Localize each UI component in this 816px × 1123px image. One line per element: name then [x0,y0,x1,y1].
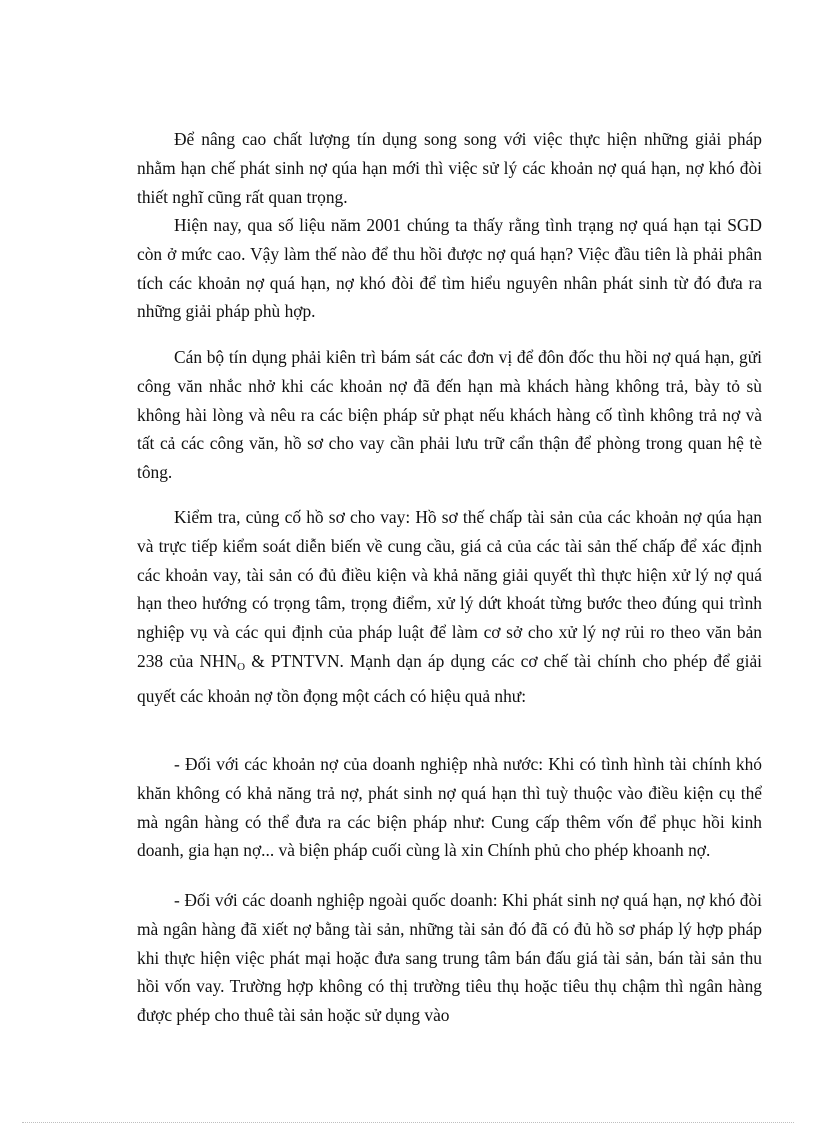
paragraph-2: Hiện nay, qua số liệu năm 2001 chúng ta thấy rằng tình trạng nợ quá hạn tại SGD còn ở mức cao. Vậy làm thế nào để thu hồi được nợ quá hạn? Việc đầu tiên là phải phân tích các khoản nợ quá hạn, nợ khó đòi để tìm hiểu nguyên nhân phát sinh từ đó đưa ra những giải pháp phù hợp. [137,215,762,322]
paragraph-4-text: Kiểm tra, củng cố hồ sơ cho vay: Hồ sơ thế chấp tài sản của các khoản nợ qúa hạn và trực tiếp kiểm soát diễn biến về cung cầu, giá cả của các tài sản thế chấp để xác định các khoản vay, tài sản có đủ điều kiện và khả năng giải quyết thì thực hiện xử lý nợ quá hạn theo hướng có trọng tâm, trọng điểm, xử lý dứt khoát từng bước theo đúng qui trình nghiệp vụ và các qui định của pháp luật để làm cơ sở cho xử lý nợ rủi ro theo văn bản 238 của NHN [137,507,762,671]
paragraph-1: Để nâng cao chất lượng tín dụng song song với việc thực hiện những giải pháp nhằm hạn chế phát sinh nợ qúa hạn mới thì việc sử lý các khoản nợ quá hạn, nợ khó đòi thiết nghĩ cũng rất quan trọng. [137,129,762,207]
bullet-paragraph-1: - Đối với các khoản nợ của doanh nghiệp nhà nước: Khi có tình hình tài chính khó khăn không có khả năng trả nợ, phát sinh nợ quá hạn thì tuỳ thuộc vào điều kiện cụ thể mà ngân hàng có thể đưa ra các biện pháp như: Cung cấp thêm vốn để phục hồi kinh doanh, gia hạn nợ... và biện pháp cuối cùng là xin Chính phủ cho phép khoanh nợ. [137,754,762,861]
paragraph-3: Cán bộ tín dụng phải kiên trì bám sát các đơn vị để đôn đốc thu hồi nợ quá hạn, gửi công văn nhắc nhở khi các khoản nợ đã đến hạn mà khách hàng không trả, bày tỏ sù không hài lòng và nêu ra các biện pháp sử phạt nếu khách hàng cố tình không trả nợ và tất cả các công văn, hồ sơ cho vay cần phải lưu trữ cẩn thận để phòng trong quan hệ tè tông. [137,347,762,483]
bullet-paragraph-2: - Đối với các doanh nghiệp ngoài quốc doanh: Khi phát sinh nợ quá hạn, nợ khó đòi mà ngân hàng đã xiết nợ bằng tài sản, những tài sản đó đã có đủ hồ sơ pháp lý hợp pháp khi thực hiện việc phát mại hoặc đưa sang trung tâm bán đấu giá tài sản, bán tài sản thu hồi vốn vay. Trường hợp không có thị trường tiêu thụ hoặc tiêu thụ chậm thì ngân hàng được phép cho thuê tài sản hoặc sử dụng vào [137,890,762,1026]
subscript-o: O [237,660,246,673]
paragraph-4-text-cont: & PTNTVN. Mạnh dạn áp dụng các cơ chế tài chính cho phép để giải quyết các khoản nợ tồn đọng một cách có hiệu quả như: [137,650,763,706]
paragraph-4 [137,503,762,711]
